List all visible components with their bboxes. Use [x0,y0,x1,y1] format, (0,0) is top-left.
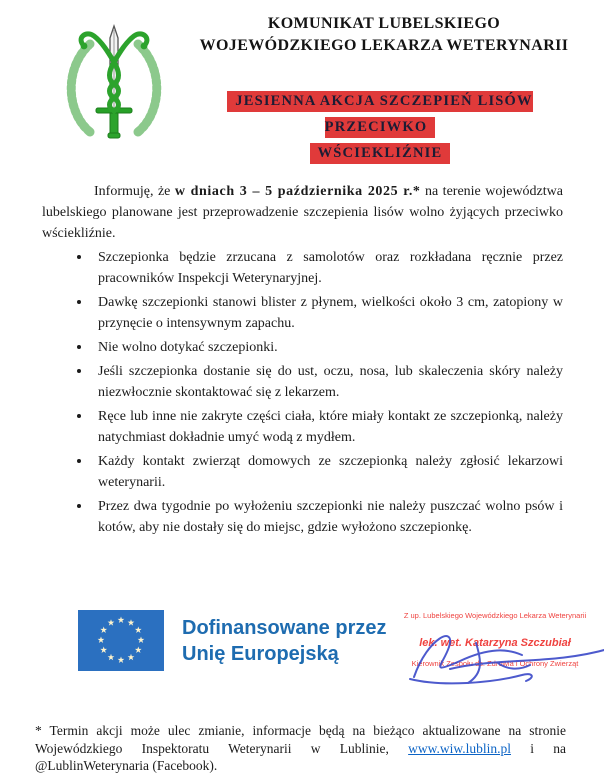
official-stamp [388,611,602,668]
footnote-after-link: i na @LublinWeterynaria (Facebook). [35,740,566,773]
footnote [35,722,566,775]
list-item: • Jeśli szczepionka dostanie się do ust, oczu, nosa, lub skaleczenia skóry należy niezwłocznie skontaktować się z lekarzem. [92,360,563,403]
intro-prefix: Informuję, że [94,184,175,199]
title-line-1: KOMUNIKAT LUBELSKIEGO [267,15,501,32]
banner-line-2: WŚCIEKLIŹNIE [310,143,451,164]
bullet-list [42,246,563,538]
intro-paragraph [42,181,563,244]
title-line-2: WOJEWÓDZKIEGO LEKARZA WETERYNARII [199,37,569,54]
list-item: • Nie wolno dotykać szczepionki. [92,336,563,358]
banner-line-1: JESIENNA AKCJA SZCZEPIEŃ LISÓW PRZECIWKO [227,91,532,138]
page-title [172,13,596,57]
campaign-banner [172,88,588,166]
eu-flag-icon [78,610,164,671]
announcement-body [42,181,563,540]
eu-funding-label [182,615,386,667]
list-item: • Szczepionka będzie zrzucana z samolotów oraz rozkładana ręcznie przez pracowników Inspekcji Weterynaryjnej. [92,246,563,289]
footnote-before-link: * Termin akcji może ulec zmianie, informacje będą na bieżąco aktualizowane na stronie Wojewódzkiego Inspektoratu Weterynarii w Lublinie, [35,723,566,756]
list-item: • Każdy kontakt zwierząt domowych ze szczepionką należy zgłosić lekarzowi weterynarii. [92,450,563,493]
veterinary-caduceus-wreath-icon [56,20,172,146]
stamp-role-line: Kierownik Zespołu ds. Zdrowia i Ochrony Zwierząt [411,659,579,668]
funding-line-1: Dofinansowane przez [182,616,387,639]
intro-suffix: na terenie województwa lubelskiego planowane jest przeprowadzenie szczepienia lisów wolno żyjących przeciwko wściekliźnie. [42,184,563,241]
eu-funding-block [78,610,386,671]
list-item: • Przez dwa tygodnie po wyłożeniu szczepionki nie należy puszczać wolno psów i kotów, aby nie dostały się do miejsc, gdzie wyłożono szczepionkę. [92,495,563,538]
list-item: • Ręce lub inne nie zakryte części ciała, które miały kontakt ze szczepionką, należy natychmiast dokładnie umyć wodą z mydłem. [92,405,563,448]
handwritten-signature [380,619,604,689]
stamp-name-line: lek. wet. Katarzyna Szczubiał [419,637,571,649]
intro-dates-bold: w dniach 3 – 5 października 2025 r.* [174,184,421,199]
funding-line-2: Unię Europejską [182,642,339,665]
wiw-lublin-link[interactable]: www.wiw.lublin.pl [408,740,511,756]
stamp-authorization-line: Z up. Lubelskiego Wojewódzkiego Lekarza Weterynarii [403,611,587,620]
list-item: • Dawkę szczepionki stanowi blister z płynem, wielkości około 3 cm, zatopiony w przynęcie o intensywnym zapachu. [92,291,563,334]
